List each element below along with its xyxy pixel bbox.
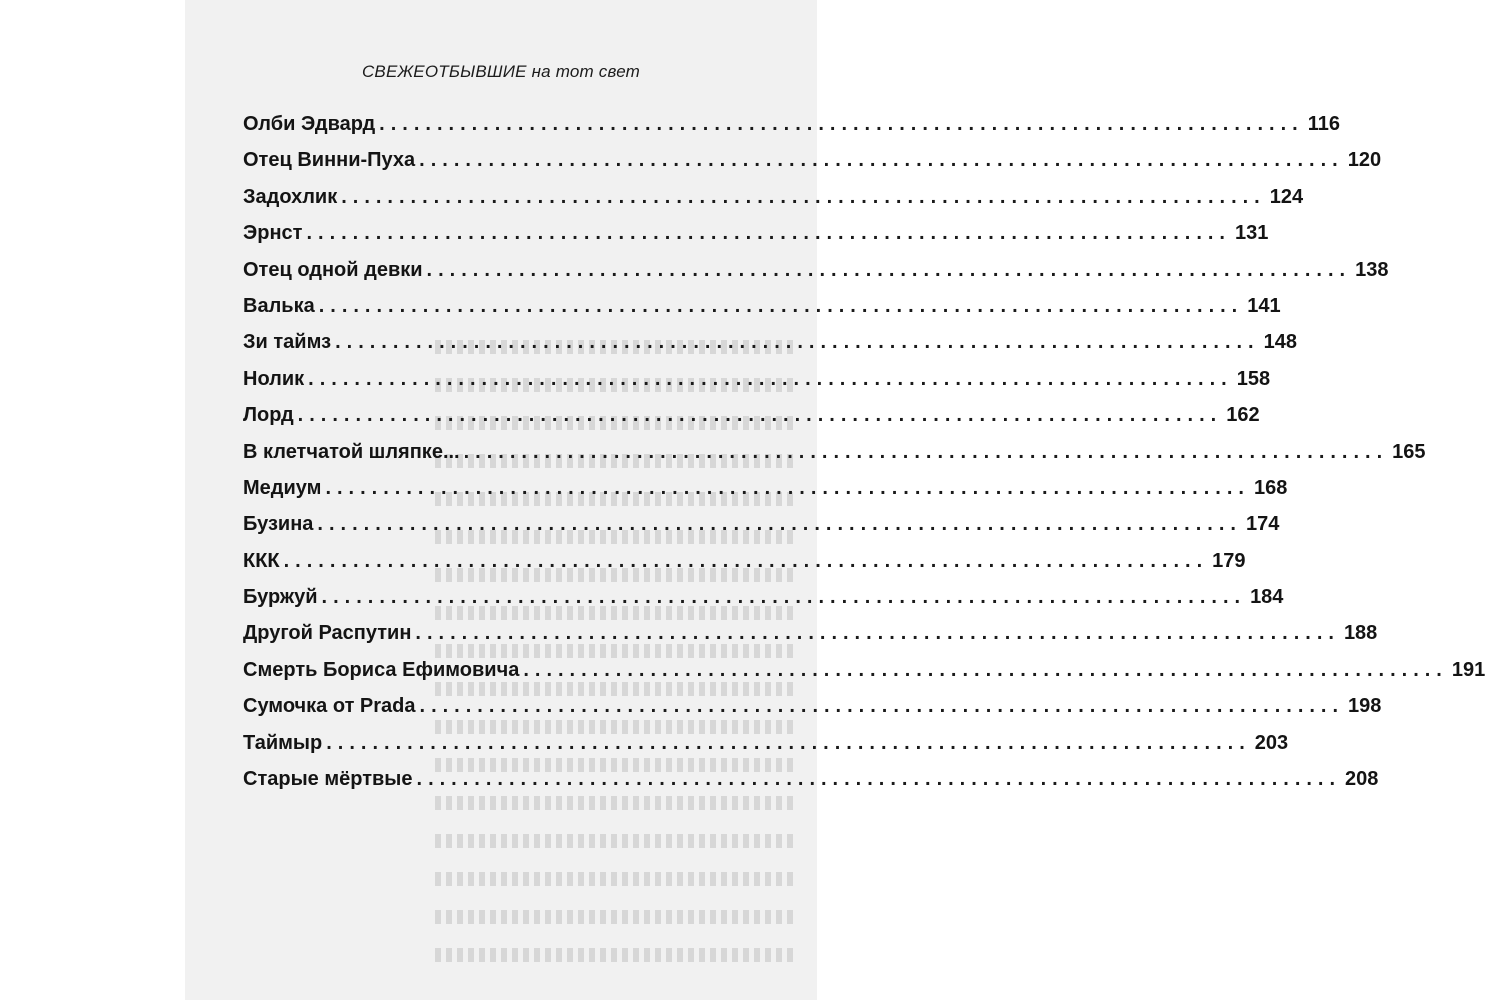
toc-entry-title: Медиум [243,476,322,499]
toc-entry-page-number: 208 [1345,768,1379,791]
toc-entry-page-number: 174 [1245,513,1280,536]
running-head: СВЕЖЕОТБЫВШИЕ на тот свет [361,62,641,81]
dot-leader: ................................................................................ [321,586,1247,609]
dot-leader: ................................................................................ [419,149,1344,172]
toc-entry-page-number: 141 [1247,294,1281,317]
toc-entry-title: Буржуй [243,586,318,609]
toc-entry-title: В клетчатой шляпке... [243,440,460,463]
dot-leader: ................................................................................ [415,622,1340,645]
toc-entry [243,440,1426,477]
toc-entry-title: Бузина [243,513,314,536]
toc-entry [243,222,1269,258]
toc-entry-title: Задохлик [243,185,338,208]
toc-entry-title: Олби Эдвард [243,113,376,135]
toc-entry-page-number: 124 [1269,185,1304,208]
toc-entry [243,768,1379,804]
toc-entry-page-number: 203 [1254,731,1289,754]
dot-leader: ................................................................................ [379,113,1304,135]
toc-entry-page-number: 148 [1263,331,1297,354]
dot-leader: ................................................................................ [283,549,1209,572]
toc-entry-title: Таймыр [243,731,323,754]
toc-entry [243,149,1382,185]
toc-entry [243,113,1340,149]
toc-entry-page-number: 188 [1343,622,1378,645]
toc-entry [243,549,1246,586]
toc-entry [243,695,1382,731]
toc-entry [243,185,1304,222]
toc-entry-page-number: 116 [1307,113,1340,135]
dot-leader: ................................................................................ [523,658,1448,681]
toc-entry-page-number: 179 [1212,549,1246,572]
toc-entry [243,367,1271,404]
dot-leader: ................................................................................ [463,440,1389,463]
book-page [185,0,1485,1000]
dot-leader: ................................................................................ [419,695,1345,718]
dot-leader: ................................................................................ [325,476,1250,499]
toc-entry-title: Эрнст [243,222,303,245]
toc-entry [243,258,1389,295]
toc-entry-page-number: 191 [1451,658,1485,681]
toc-entry-title: Лорд [243,404,294,427]
toc-entry-title: Зи таймз [243,331,332,354]
dot-leader: ................................................................................ [308,367,1233,390]
toc-entry-title: Нолик [243,367,305,390]
toc-entry-page-number: 168 [1253,476,1288,499]
table-of-contents [243,113,1485,804]
toc-entry-page-number: 184 [1250,586,1284,609]
toc-entry-title: Отец одной девки [243,258,423,281]
toc-entry [243,404,1260,440]
toc-entry-page-number: 165 [1392,440,1426,463]
dot-leader: ................................................................................ [318,294,1244,317]
toc-entry-title: Старые мёртвые [243,768,413,791]
toc-entry-page-number: 138 [1355,258,1389,281]
toc-entry [243,731,1289,768]
toc-entry-title: Смерть Бориса Ефимовича [243,658,520,681]
toc-entry [243,294,1281,331]
toc-entry-page-number: 162 [1226,404,1260,427]
toc-entry [243,476,1288,513]
toc-entry-page-number: 120 [1347,149,1382,172]
toc-entry [243,658,1485,695]
toc-entry-title: Сумочка от Prada [243,695,416,718]
dot-leader: ................................................................................ [317,513,1242,536]
dot-leader: ................................................................................ [306,222,1231,245]
toc-entry [243,331,1297,367]
toc-entry-title: Другой Распутин [243,622,412,645]
dot-leader: ................................................................................ [326,731,1251,754]
toc-entry-page-number: 131 [1234,222,1269,245]
toc-entry [243,622,1378,658]
dot-leader: ................................................................................ [297,404,1223,427]
dot-leader: ................................................................................ [341,185,1266,208]
dot-leader: ................................................................................ [335,331,1260,354]
toc-entry [243,513,1280,549]
toc-entry-title: ККК [243,549,280,572]
toc-entry-page-number: 198 [1348,695,1382,718]
toc-entry-title: Отец Винни-Пуха [243,149,416,172]
toc-entry-page-number: 158 [1236,367,1271,390]
dot-leader: ................................................................................ [426,258,1352,281]
toc-entry-title: Валька [243,294,315,317]
dot-leader: ................................................................................ [416,768,1342,791]
toc-entry [243,586,1284,622]
